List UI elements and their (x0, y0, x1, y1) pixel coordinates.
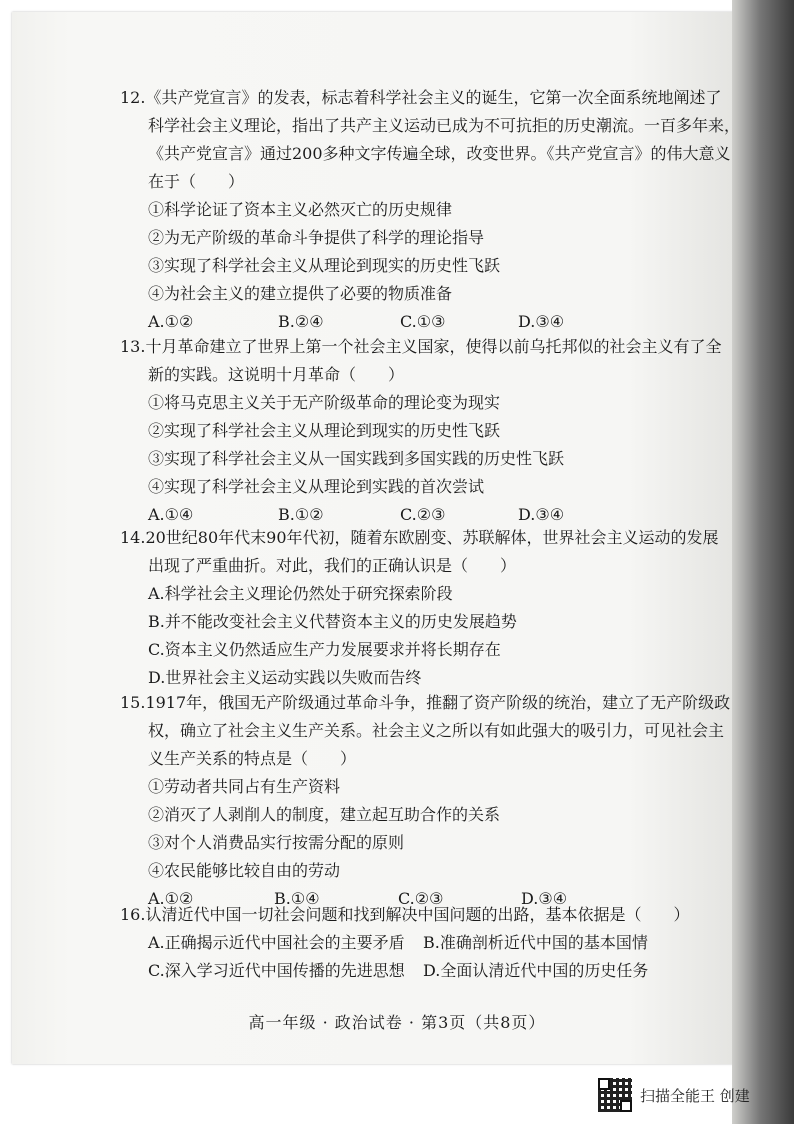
statement-option: ②实现了科学社会主义从理论到现实的历史性飞跃 (148, 421, 501, 440)
choice-b: B.①② (278, 505, 324, 524)
choice-d: D.③④ (518, 312, 565, 331)
choice-b: B.①④ (274, 889, 320, 908)
answer-option-b: B.并不能改变社会主义代替资本主义的历史发展趋势 (148, 612, 517, 631)
statement-option: ①将马克思主义关于无产阶级革命的理论变为现实 (148, 393, 501, 412)
question-13 (116, 333, 722, 529)
question-stem-line: 在于（ ） (148, 172, 245, 191)
question-stem-line: 13.十月革命建立了世界上第一个社会主义国家，使得以前乌托邦似的社会主义有了全 (120, 337, 722, 356)
question-stem-line: 义生产关系的特点是（ ） (148, 749, 357, 768)
answer-choices (116, 308, 706, 336)
answer-choices-row (116, 929, 706, 957)
answer-option-d: D.全面认清近代中国的历史任务 (423, 961, 649, 980)
question-16 (116, 901, 706, 985)
statement-option: ④实现了科学社会主义从理论到实践的首次尝试 (148, 477, 485, 496)
watermark-text: 扫描全能王 创建 (640, 1086, 750, 1105)
qr-code-icon (598, 1078, 632, 1112)
answer-option-d: D.世界社会主义运动实践以失败而告终 (148, 668, 422, 687)
answer-option-a: A.科学社会主义理论仍然处于研究探索阶段 (148, 584, 453, 603)
answer-choices-row (116, 957, 706, 985)
choice-d: D.③④ (521, 889, 568, 908)
question-stem-line: 新的实践。这说明十月革命（ ） (148, 365, 405, 384)
page-footer: 高一年级 · 政治试卷 · 第3页（共8页） (248, 1013, 546, 1032)
answer-option-b: B.准确剖析近代中国的基本国情 (423, 933, 648, 952)
statement-option: ③实现了科学社会主义从理论到现实的历史性飞跃 (148, 256, 501, 275)
statement-option: ③对个人消费品实行按需分配的原则 (148, 833, 405, 852)
answer-option-c: C.深入学习近代中国传播的先进思想 (148, 961, 405, 980)
answer-option-c: C.资本主义仍然适应生产力发展要求并将长期存在 (148, 640, 501, 659)
question-stem-line: 16.认清近代中国一切社会问题和找到解决中国问题的出路，基本依据是（ ） (120, 905, 690, 924)
scanner-watermark (598, 1078, 750, 1112)
statement-option: ②为无产阶级的革命斗争提供了科学的理论指导 (148, 228, 485, 247)
statement-option: ①劳动者共同占有生产资料 (148, 777, 341, 796)
choice-a: A.①② (148, 312, 194, 331)
choice-a: A.①② (148, 889, 194, 908)
statement-option: ②消灭了人剥削人的制度，建立起互助合作的关系 (148, 805, 501, 824)
statement-option: ④为社会主义的建立提供了必要的物质准备 (148, 284, 453, 303)
statement-option: ④农民能够比较自由的劳动 (148, 861, 341, 880)
answer-option-a: A.正确揭示近代中国社会的主要矛盾 (148, 933, 405, 952)
question-14 (116, 524, 719, 692)
question-15 (116, 689, 731, 913)
question-stem-line: 15.1917年，俄国无产阶级通过革命斗争，推翻了资产阶级的统治，建立了无产阶级政 (120, 693, 731, 712)
scan-shadow-edge (732, 0, 794, 1124)
choice-c: C.②③ (398, 889, 444, 908)
question-stem-line: 出现了严重曲折。对此，我们的正确认识是（ ） (148, 556, 517, 575)
question-stem-line: 《共产党宣言》通过200多种文字传遍全球，改变世界。《共产党宣言》的伟大意义 (148, 144, 731, 163)
question-12 (116, 84, 741, 336)
question-stem-line: 12.《共产党宣言》的发表，标志着科学社会主义的诞生，它第一次全面系统地阐述了 (120, 88, 722, 107)
choice-d: D.③④ (518, 505, 565, 524)
statement-option: ③实现了科学社会主义从一国实践到多国实践的历史性飞跃 (148, 449, 565, 468)
question-stem-line: 科学社会主义理论，指出了共产主义运动已成为不可抗拒的历史潮流。一百多年来， (148, 116, 741, 135)
statement-option: ①科学论证了资本主义必然灭亡的历史规律 (148, 200, 453, 219)
choice-c: C.①③ (400, 312, 446, 331)
choice-a: A.①④ (148, 505, 194, 524)
question-stem-line: 权，确立了社会主义生产关系。社会主义之所以有如此强大的吸引力，可见社会主 (148, 721, 725, 740)
choice-c: C.②③ (400, 505, 446, 524)
choice-b: B.②④ (278, 312, 324, 331)
question-stem-line: 14.20世纪80年代末90年代初，随着东欧剧变、苏联解体，世界社会主义运动的发展 (120, 528, 719, 547)
